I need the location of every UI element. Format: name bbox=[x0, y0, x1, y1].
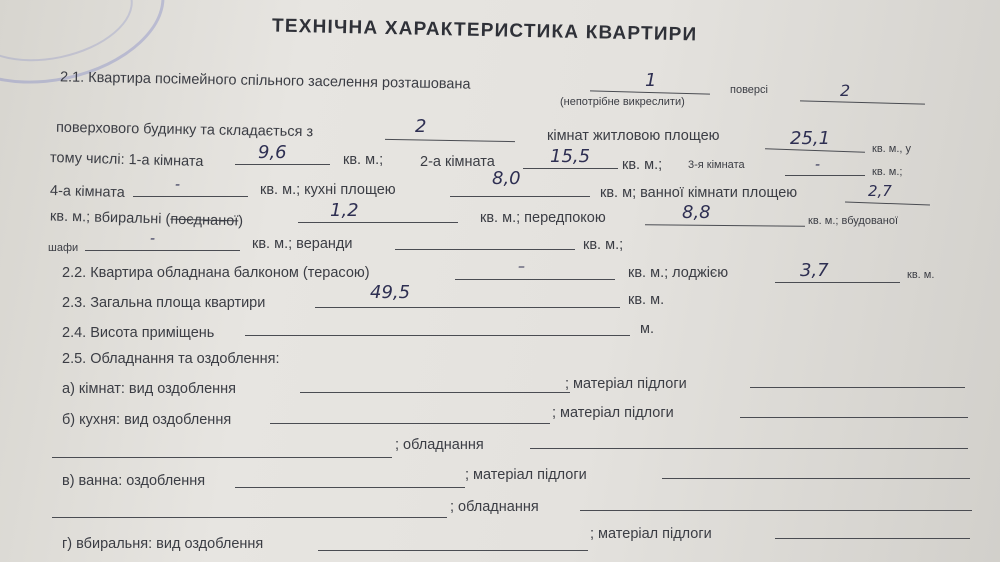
field-line-loggia bbox=[775, 282, 900, 283]
field-line-room4 bbox=[133, 196, 248, 197]
label-kitchen-equipment: ; обладнання bbox=[395, 437, 484, 453]
value-room4: - bbox=[175, 177, 181, 193]
value-toilet: 1,2 bbox=[330, 200, 359, 221]
label-room1: тому числі: 1-а кімната bbox=[49, 149, 204, 171]
label-kitchen: кв. м.; кухні площею bbox=[260, 182, 396, 198]
field-line-bathroom bbox=[845, 202, 930, 206]
label-rooms-floor: ; матеріал підлоги bbox=[565, 376, 687, 392]
label-toilet-floor: ; матеріал підлоги bbox=[590, 526, 712, 542]
label-total-area: 2.3. Загальна площа квартири bbox=[62, 295, 266, 311]
value-room3: - bbox=[815, 157, 821, 173]
label-apartment-location: 2.1. Квартира посімейного спільного заселення розташована bbox=[59, 69, 471, 93]
field-line-room1 bbox=[235, 164, 330, 165]
label-kitchen-floor: ; матеріал підлоги bbox=[552, 405, 674, 421]
value-bathroom: 2,7 bbox=[868, 182, 892, 200]
field-line-rooms-finish bbox=[300, 392, 570, 393]
value-loggia: 3,7 bbox=[800, 260, 829, 281]
label-room4: 4-а кімната bbox=[49, 183, 126, 201]
label-ceiling-height-unit: м. bbox=[640, 321, 654, 337]
label-hallway: кв. м.; передпокою bbox=[480, 210, 606, 226]
field-line-total-area bbox=[315, 307, 620, 308]
label-rooms-finish: а) кімнат: вид оздоблення bbox=[62, 381, 236, 397]
field-line-bath-floor bbox=[662, 478, 970, 479]
label-ceiling-height: 2.4. Висота приміщень bbox=[62, 325, 215, 341]
value-wardrobe: - bbox=[150, 231, 156, 247]
field-line-rooms bbox=[385, 139, 515, 142]
label-toilet-struck: поєднаної bbox=[170, 211, 239, 230]
value-floor: 1 bbox=[645, 70, 657, 91]
label-kitchen-finish: б) кухня: вид оздоблення bbox=[62, 412, 232, 428]
value-hallway: 8,8 bbox=[682, 202, 711, 223]
field-line-kitchen bbox=[450, 196, 590, 197]
field-line-floors-total bbox=[800, 100, 925, 104]
label-balcony: 2.2. Квартира обладнана балконом (терасою) bbox=[62, 265, 370, 281]
field-line-kitchen-extra bbox=[52, 457, 392, 458]
label-bath-equipment: ; обладнання bbox=[450, 499, 539, 515]
field-line-wardrobe bbox=[85, 250, 240, 251]
field-line-floor bbox=[590, 90, 710, 94]
field-line-kitchen-floor bbox=[740, 417, 968, 418]
label-veranda-unit: кв. м.; bbox=[583, 237, 624, 253]
label-bath-finish: в) ванна: оздоблення bbox=[62, 473, 206, 489]
value-room1: 9,6 bbox=[258, 142, 287, 163]
field-line-kitchen-equipment bbox=[530, 448, 968, 449]
value-rooms: 2 bbox=[415, 116, 427, 137]
page-title: ТЕХНІЧНА ХАРАКТЕРИСТИКА КВАРТИРИ bbox=[271, 15, 698, 46]
label-loggia-unit: кв. м. bbox=[907, 269, 935, 281]
label-wardrobe: шафи bbox=[48, 242, 79, 254]
label-loggia: кв. м.; лоджією bbox=[628, 265, 729, 281]
field-line-room3 bbox=[785, 175, 865, 176]
field-line-bath-finish bbox=[235, 487, 465, 488]
label-toilet-finish: г) вбиральня: вид оздоблення bbox=[62, 536, 264, 552]
label-total-area-unit: кв. м. bbox=[628, 292, 665, 308]
label-sqm: кв. м., у bbox=[872, 143, 911, 155]
value-floors-total: 2 bbox=[840, 81, 851, 100]
label-room2-unit: кв. м.; bbox=[622, 157, 663, 173]
label-toilet: кв. м.; вбиральні (поєднаної) bbox=[49, 208, 244, 230]
value-total-area: 49,5 bbox=[370, 282, 411, 303]
field-line-toilet bbox=[298, 222, 458, 223]
label-floor: поверсі bbox=[730, 84, 768, 96]
field-line-toilet-floor bbox=[775, 538, 970, 539]
label-built-in: кв. м.; вбудованої bbox=[808, 215, 899, 227]
field-line-bath-equipment bbox=[580, 510, 972, 511]
label-room3-unit: кв. м.; bbox=[872, 166, 903, 178]
field-line-veranda bbox=[395, 249, 575, 250]
field-line-hallway bbox=[645, 224, 805, 226]
field-line-rooms-floor bbox=[750, 387, 965, 388]
field-line-balcony bbox=[455, 279, 615, 280]
label-building-rooms: поверхового будинку та складається з bbox=[55, 119, 314, 141]
value-kitchen: 8,0 bbox=[492, 168, 521, 189]
value-living-area: 25,1 bbox=[790, 128, 831, 149]
field-line-ceiling-height bbox=[245, 335, 630, 336]
label-bath-floor: ; матеріал підлоги bbox=[465, 467, 587, 483]
label-bathroom: кв. м; ванної кімнати площею bbox=[600, 185, 798, 201]
field-line-toilet-finish bbox=[318, 550, 588, 551]
label-room1-unit: кв. м.; bbox=[343, 152, 384, 168]
label-living-area: кімнат житловою площею bbox=[547, 128, 720, 144]
field-line-room2 bbox=[523, 168, 618, 169]
value-room2: 15,5 bbox=[550, 146, 591, 167]
field-line-bath-extra bbox=[52, 517, 447, 518]
label-strike-note: (непотрібне викреслити) bbox=[560, 96, 685, 108]
label-finishing: 2.5. Обладнання та оздоблення: bbox=[62, 351, 280, 367]
label-veranda: кв. м.; веранди bbox=[252, 236, 353, 252]
label-room2: 2-а кімната bbox=[420, 154, 495, 170]
label-room3: 3-я кімната bbox=[688, 159, 745, 171]
value-balcony: – bbox=[518, 259, 525, 275]
field-line-kitchen-finish bbox=[270, 423, 550, 424]
